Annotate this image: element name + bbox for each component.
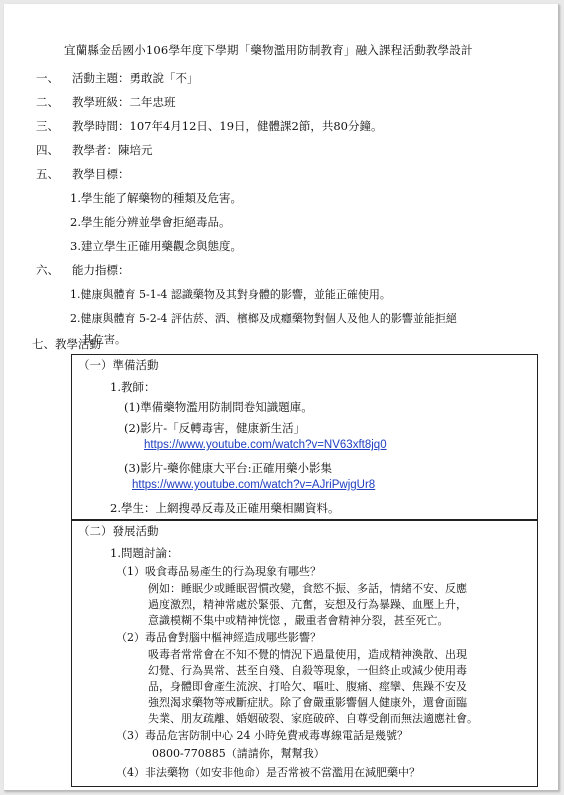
answer-3: 0800-770885（請請你，幫幫我） <box>152 747 325 760</box>
section-6-number: 六、 <box>36 263 59 277</box>
preparation-header: （一）準備活動 <box>78 358 159 372</box>
answer-2-line-1: 吸毒者常常會在不知不覺的情況下過量使用，造成精神渙散、出現 <box>148 648 467 661</box>
answer-1-line-3: 意識模糊不集中或精神恍惚 ，嚴重者會精神分裂，甚至死亡。 <box>148 614 449 627</box>
answer-1-line-2: 過度激烈，精神常處於緊張、亢奮，妄想及行為暴躁、血壓上升， <box>148 598 467 611</box>
preparation-activity-box <box>71 354 538 520</box>
teacher-item-3: (3)影片-藥你健康大平台:正確用藥小影集 <box>124 461 333 475</box>
section-5-number: 五、 <box>36 167 59 181</box>
section-4-number: 四、 <box>36 143 59 157</box>
document-page <box>4 4 559 791</box>
answer-2-line-4: 強烈渴求藥物等戒斷症狀。除了會嚴重影響個人健康外，還會面臨 <box>148 696 467 709</box>
student-prep: 2.學生：上網搜尋反毒及正確用藥相關資料。 <box>110 501 340 515</box>
section-3-number: 三、 <box>36 119 59 133</box>
discussion-label: 1.問題討論： <box>110 546 179 560</box>
document-title: 宜蘭縣金岳國小106學年度下學期「藥物濫用防制教育」融入課程活動教學設計 <box>64 43 473 57</box>
section-1-number: 一、 <box>36 71 59 85</box>
teacher-item-1: (1)準備藥物濫用防制問卷知識題庫。 <box>124 400 313 414</box>
question-3: （3）毒品危害防制中心 24 小時免費戒毒專線電話是幾號？ <box>116 729 408 742</box>
goal-1: 1.學生能了解藥物的種類及危害。 <box>70 191 242 205</box>
answer-2-line-2: 幻覺、行為異常、甚至自殘、自殺等現象，一但終止或減少使用毒 <box>148 664 467 677</box>
indicator-2-continued: 其危害。 <box>82 333 126 346</box>
teacher-label: 1.教師： <box>110 380 156 394</box>
development-header: （二）發展活動 <box>78 524 159 538</box>
goal-2: 2.學生能分辨並學會拒絕毒品。 <box>70 215 231 229</box>
section-4-text: 教學者：陳培元 <box>72 143 153 157</box>
section-3-text: 教學時間：107年4月12日、19日，健體課2節，共80分鐘。 <box>72 119 383 133</box>
question-1: （1）吸食毒品易產生的行為現象有哪些？ <box>116 565 321 578</box>
indicator-2: 2.健康與體育 5-2-4 評估菸、酒、檳榔及成癮藥物對個人及他人的影響並能拒絕 <box>70 312 457 325</box>
answer-2-line-3: 品，身體即會產生流淚、打哈欠、嘔吐、腹痛、痙攣、焦躁不安及 <box>148 680 467 693</box>
teacher-item-2: (2)影片-「反轉毒害，健康新生活」 <box>124 421 306 435</box>
section-2-text: 教學班級：二年忠班 <box>72 95 176 109</box>
section-1-text: 活動主題：勇敢說「不」 <box>72 71 199 85</box>
question-2: （2）毒品會對腦中樞神經造成哪些影響？ <box>116 631 321 644</box>
question-4: （4）非法藥物（如安非他命）是否常被不當濫用在減肥藥中？ <box>116 766 420 779</box>
video-link-1[interactable]: https://www.youtube.com/watch?v=NV63xft8jq0 <box>144 439 387 451</box>
section-5-text: 教學目標： <box>72 167 130 181</box>
section-2-number: 二、 <box>36 95 59 109</box>
video-link-2[interactable]: https://www.youtube.com/watch?v=AJriPwjgUr8 <box>132 479 376 491</box>
goal-3: 3.建立學生正確用藥觀念與態度。 <box>70 239 242 253</box>
section-6-text: 能力指標： <box>72 263 130 277</box>
answer-2-line-5: 失業、朋友疏離、婚姻破裂、家庭破碎、自尊受創而無法適應社會。 <box>148 712 478 725</box>
answer-1-line-1: 例如：睡眠少或睡眠習慣改變，食慾不振、多話，情緒不安、反應 <box>148 582 467 595</box>
development-activity-box <box>71 520 538 787</box>
indicator-1: 1.健康與體育 5-1-4 認識藥物及其對身體的影響，並能正確使用。 <box>70 288 391 301</box>
section-7-heading: 七、教學活動 <box>32 337 101 351</box>
